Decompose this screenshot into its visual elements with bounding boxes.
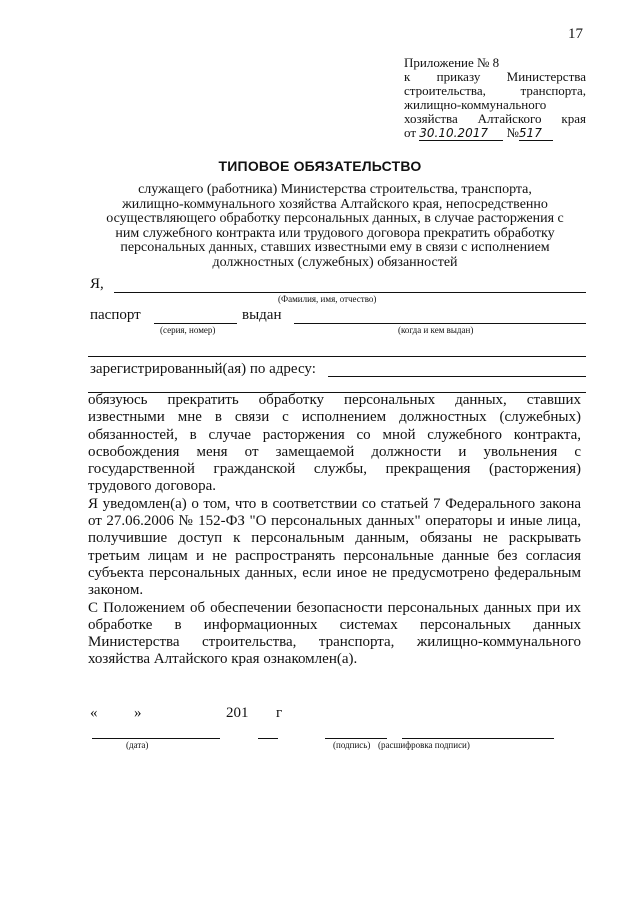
obligation-body [88, 392, 581, 669]
body-line: Министерства строительства, транспорта, жилищно-коммунального [88, 634, 581, 651]
page-number: 17 [568, 26, 583, 42]
body-line: хозяйства Алтайского края ознакомлен(а). [88, 651, 358, 668]
body-line: третьим лицам и не распространять персональные данные без согласия [88, 547, 581, 564]
signature-caption: (подпись) [333, 740, 371, 750]
registered-label: зарегистрированный(ая) по адресу: [90, 361, 316, 377]
year-prefix: 201 [226, 705, 249, 721]
issued-label: выдан [242, 307, 282, 323]
appendix-order-line: к приказу Министерства [404, 69, 586, 84]
series-caption: (серия, номер) [160, 325, 216, 335]
body-line: государственной гражданской службы, прекращения (расторжения) [88, 461, 581, 478]
body-line: Я уведомлен(а) о том, что в соответствии со статьей 7 Федерального закона [88, 495, 581, 512]
subtitle-line: осуществляющего обработку персональных данных, в случае расторжения с [106, 211, 564, 226]
body-line: законом. [88, 582, 144, 599]
body-line: трудового договора. [88, 478, 217, 495]
subtitle-line: должностных (служебных) обязанностей [212, 254, 458, 270]
date-input-line[interactable] [92, 738, 220, 739]
body-line: субъекта персональных данных, если иное не предусмотрено федеральным [88, 564, 581, 581]
appendix-date-value: 30.10.2017 [419, 126, 503, 141]
fio-caption: (Фамилия, имя, отчество) [278, 294, 377, 304]
year-suffix: г [276, 705, 283, 721]
appendix-region-line: хозяйства Алтайского края [404, 111, 586, 126]
body-line: получившие доступ к персональным данным, обязаны не раскрывать [88, 530, 581, 547]
body-line: С Положением об обеспечении безопасности персональных данных при их [88, 599, 581, 616]
appendix-ministry-line: строительства, транспорта, [404, 83, 586, 98]
appendix-housing-line: жилищно-коммунального [404, 97, 547, 112]
subtitle-line: ним служебного контракта или трудового договора прекратить обработку [115, 225, 555, 241]
body-line: обязанностей, в случае расторжения со мной служебного контракта, [88, 426, 581, 443]
passport-series-line[interactable] [154, 323, 237, 324]
subtitle-line: служащего (работника) Министерства строительства, транспорта, [138, 182, 532, 197]
date-caption: (дата) [126, 740, 149, 750]
signature-input-line[interactable] [325, 738, 387, 739]
passport-issued-line[interactable] [294, 323, 586, 324]
body-line: известными мне в связи с исполнением должностных (служебных) [88, 409, 581, 426]
appendix-number: Приложение № 8 [404, 55, 500, 70]
body-line: обязуюсь прекратить обработку персональных данных, ставших [88, 392, 581, 408]
appendix-order-number: 517 [519, 126, 553, 141]
address-input-line[interactable] [328, 376, 586, 377]
subtitle-line: жилищно-коммунального хозяйства Алтайского края, непосредственно [122, 196, 548, 212]
body-line: от 27.06.2006 № 152-ФЗ "О персональных данных" операторы и иные лица, [88, 513, 581, 530]
fio-input-line[interactable] [114, 292, 586, 293]
body-line: освобождения меня от замещаемой должности и увольнения с [88, 443, 581, 460]
body-line: обработке в информационных системах персональных данных [88, 616, 581, 633]
passport-label: паспорт [90, 307, 141, 323]
year-input-line[interactable] [258, 738, 278, 739]
issued-caption: (когда и кем выдан) [398, 325, 474, 335]
date-quote-open: « [90, 705, 98, 721]
decoding-caption: (расшифровка подписи) [378, 740, 470, 750]
appendix-date-line: от 30.10.2017 №517 [404, 126, 586, 141]
date-quote-close: » [134, 705, 142, 721]
i-label: Я, [90, 276, 104, 292]
signature-decoding-line[interactable] [402, 738, 554, 739]
document-subtitle [80, 183, 590, 270]
document-title: ТИПОВОЕ ОБЯЗАТЕЛЬСТВО [218, 158, 422, 174]
appendix-block [404, 56, 586, 141]
passport-extra-line[interactable] [88, 356, 586, 357]
subtitle-line: персональных данных, ставших известными ему в связи с исполнением [120, 240, 550, 255]
